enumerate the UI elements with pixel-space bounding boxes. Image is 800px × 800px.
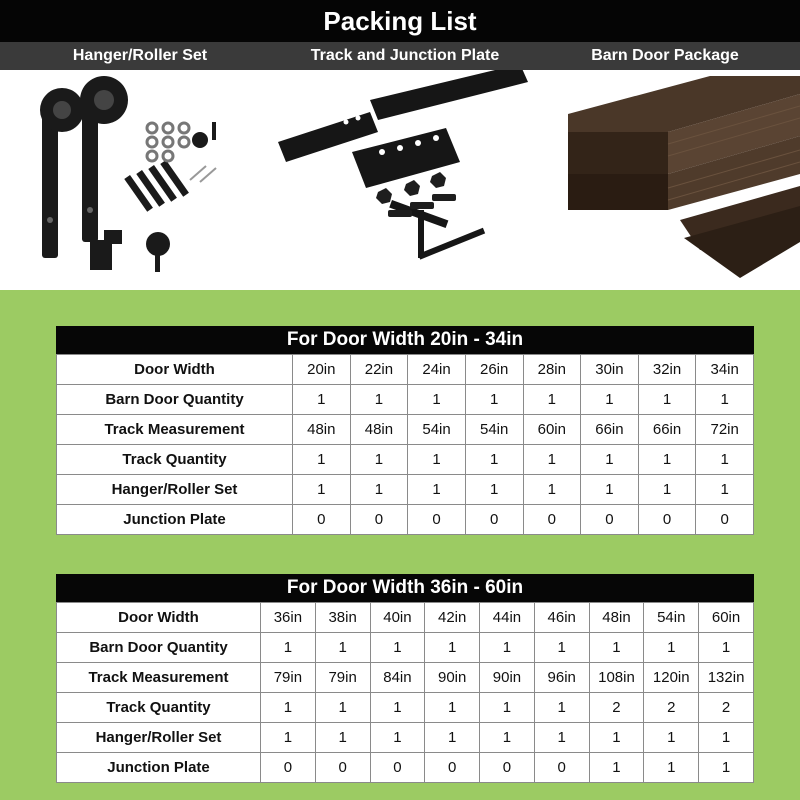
table-row [57,663,754,693]
table-cell: 1 [293,385,351,415]
table-cell: 1 [480,693,535,723]
door-width-table-2 [56,574,754,783]
table-cell: 24in [408,355,466,385]
table-cell: 90in [480,663,535,693]
row-label: Barn Door Quantity [57,385,293,415]
table-cell: 1 [315,633,370,663]
table-cell: 0 [523,505,581,535]
table-cell: 1 [581,445,639,475]
table-cell: 1 [370,693,425,723]
table-cell: 1 [350,475,408,505]
table-cell: 1 [350,445,408,475]
row-label: Door Width [57,355,293,385]
section-label-barn: Barn Door Package [591,47,739,64]
table-cell: 132in [699,663,754,693]
row-label: Track Quantity [57,693,261,723]
table-cell: 30in [581,355,639,385]
row-label: Track Quantity [57,445,293,475]
table-cell: 1 [465,385,523,415]
table-cell: 1 [261,633,316,663]
table-row [57,385,754,415]
table2-body [57,603,754,783]
table-cell: 44in [480,603,535,633]
row-label: Barn Door Quantity [57,633,261,663]
table-cell: 1 [293,475,351,505]
table-cell: 1 [523,475,581,505]
row-label: Junction Plate [57,753,261,783]
table-cell: 1 [261,723,316,753]
table-cell: 0 [638,505,696,535]
table-cell: 1 [465,475,523,505]
table-cell: 120in [644,663,699,693]
table-cell: 0 [425,753,480,783]
table-cell: 84in [370,663,425,693]
table-cell: 1 [523,385,581,415]
table-cell: 1 [350,385,408,415]
table-cell: 1 [638,445,696,475]
table1-heading: For Door Width 20in - 34in [56,326,754,354]
table1-body [57,355,754,535]
table2-heading: For Door Width 36in - 60in [56,574,754,602]
table-cell: 42in [425,603,480,633]
table-cell: 54in [644,603,699,633]
table-cell: 1 [408,445,466,475]
table-cell: 38in [315,603,370,633]
table-cell: 48in [293,415,351,445]
table-cell: 48in [589,603,644,633]
product-photo-band [0,70,800,290]
table-cell: 40in [370,603,425,633]
table-row [57,355,754,385]
table-row [57,445,754,475]
table-cell: 1 [581,475,639,505]
table-cell: 1 [581,385,639,415]
table-cell: 1 [638,475,696,505]
table-cell: 1 [425,693,480,723]
table1-grid [56,354,754,535]
table-cell: 1 [696,385,754,415]
table-row [57,693,754,723]
table-cell: 96in [534,663,589,693]
table-cell: 1 [696,475,754,505]
door-width-table-1 [56,326,754,535]
row-label: Junction Plate [57,505,293,535]
table-cell: 1 [465,445,523,475]
table-cell: 0 [315,753,370,783]
table-cell: 28in [523,355,581,385]
table-cell: 32in [638,355,696,385]
table-cell: 1 [261,693,316,723]
table-cell: 1 [699,723,754,753]
table-cell: 1 [408,475,466,505]
track-junction-photo-icon [270,70,530,290]
table-cell: 0 [534,753,589,783]
table-cell: 1 [315,723,370,753]
table-cell: 22in [350,355,408,385]
section-header-bar [0,42,800,70]
table-cell: 2 [589,693,644,723]
table-cell: 1 [425,633,480,663]
table-cell: 1 [315,693,370,723]
table-cell: 1 [408,385,466,415]
table2-grid [56,602,754,783]
table-cell: 66in [638,415,696,445]
table-row [57,633,754,663]
table-row [57,753,754,783]
table-cell: 1 [534,723,589,753]
page-title: Packing List [0,0,800,42]
table-cell: 1 [638,385,696,415]
table-cell: 66in [581,415,639,445]
table-cell: 0 [261,753,316,783]
row-label: Hanger/Roller Set [57,475,293,505]
table-cell: 0 [293,505,351,535]
row-label: Door Width [57,603,261,633]
table-cell: 1 [699,633,754,663]
table-cell: 2 [699,693,754,723]
table-cell: 0 [408,505,466,535]
table-cell: 1 [523,445,581,475]
table-cell: 36in [261,603,316,633]
table-cell: 34in [696,355,754,385]
row-label: Hanger/Roller Set [57,723,261,753]
row-label: Track Measurement [57,415,293,445]
table-cell: 60in [523,415,581,445]
table-cell: 1 [589,633,644,663]
section-label-hanger: Hanger/Roller Set [72,47,208,64]
table-cell: 48in [350,415,408,445]
table-cell: 1 [644,633,699,663]
table-cell: 54in [408,415,466,445]
row-label: Track Measurement [57,663,261,693]
hanger-roller-photo-icon [30,70,260,290]
table-cell: 0 [350,505,408,535]
table-cell: 1 [589,723,644,753]
table-cell: 1 [370,633,425,663]
barn-door-wood-photo-icon [560,70,800,290]
table-cell: 46in [534,603,589,633]
table-cell: 54in [465,415,523,445]
table-cell: 1 [425,723,480,753]
table-cell: 1 [534,693,589,723]
table-cell: 0 [581,505,639,535]
table-cell: 1 [644,723,699,753]
table-cell: 72in [696,415,754,445]
table-cell: 1 [480,633,535,663]
table-cell: 0 [370,753,425,783]
section-label-track: Track and Junction Plate [310,47,500,64]
table-cell: 79in [315,663,370,693]
table-row [57,505,754,535]
table-cell: 0 [465,505,523,535]
table-cell: 0 [480,753,535,783]
table-cell: 0 [696,505,754,535]
table-cell: 1 [534,633,589,663]
table-cell: 1 [589,753,644,783]
table-cell: 90in [425,663,480,693]
table-cell: 1 [644,753,699,783]
table-row [57,723,754,753]
table-row [57,415,754,445]
table-cell: 1 [699,753,754,783]
table-cell: 108in [589,663,644,693]
table-cell: 1 [293,445,351,475]
table-cell: 1 [370,723,425,753]
table-cell: 20in [293,355,351,385]
table-row [57,603,754,633]
table-cell: 1 [480,723,535,753]
table-cell: 2 [644,693,699,723]
table-cell: 79in [261,663,316,693]
table-cell: 1 [696,445,754,475]
table-row [57,475,754,505]
table-cell: 60in [699,603,754,633]
table-cell: 26in [465,355,523,385]
